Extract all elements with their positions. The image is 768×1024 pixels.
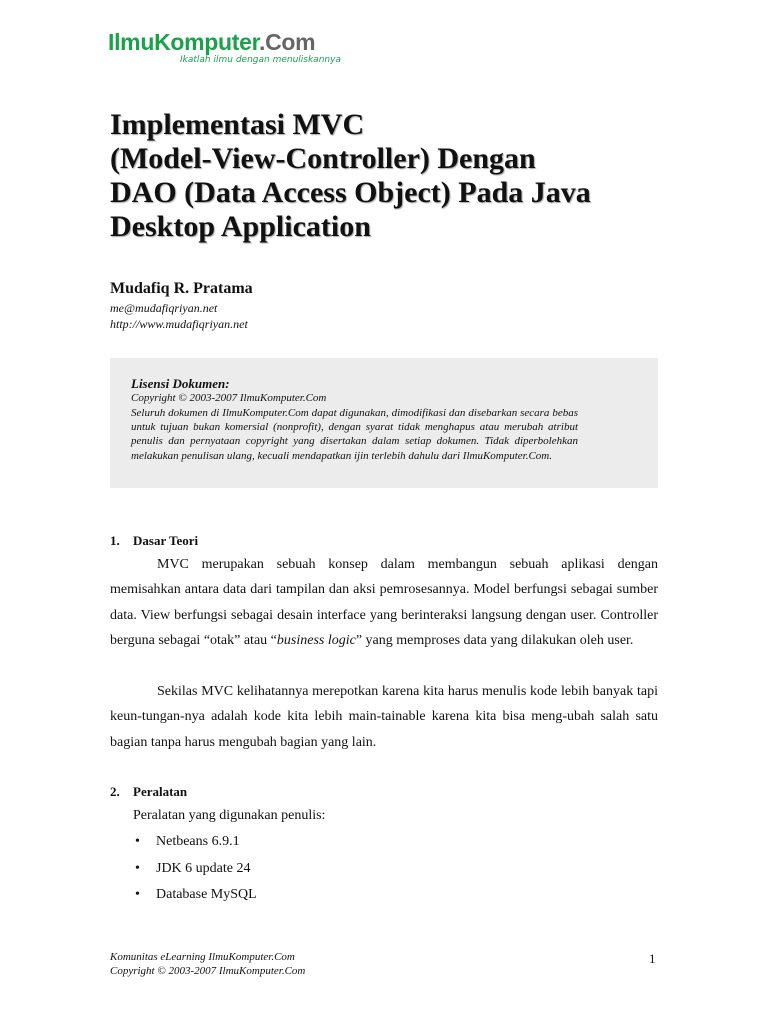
title-line: Implementasi MVC: [110, 108, 365, 141]
list-item: [133, 832, 257, 859]
section-heading-peralatan: [110, 784, 187, 800]
section-title: Peralatan: [133, 784, 188, 799]
title-line: (Model-View-Controller) Dengan: [110, 142, 536, 175]
license-copyright: Copyright © 2003-2007 IlmuKomputer.Com: [131, 392, 327, 404]
footer-copyright: Copyright © 2003-2007 IlmuKomputer.Com: [110, 965, 306, 977]
footer-community: Komunitas eLearning IlmuKomputer.Com: [110, 951, 295, 963]
author-name: Mudafiq R. Pratama: [110, 280, 253, 297]
list-item: [133, 859, 257, 886]
author-website: http://www.mudafiqriyan.net: [110, 317, 248, 331]
logo-brand-main: IlmuKomputer: [108, 29, 260, 55]
paragraph-text: MVC merupakan sebuah konsep dalam membangun sebuah aplikasi dengan memisahkan antara data dari tampilan dan aksi pemrosesannya. Model berfungsi sebagai sumber data. View berfungsi sebagai desain interface yang berinteraksi langsung dengan user. Controller berguna sebagai “otak” atau “: [110, 557, 658, 649]
logo-brand-ext: .Com: [259, 29, 316, 55]
title-line: Desktop Application: [110, 210, 371, 243]
section-number: 2.: [110, 784, 120, 799]
body-paragraph: Sekilas MVC kelihatannya merepotkan karena kita harus menulis kode lebih banyak tapi keun-tungan-nya adalah kode kita lebih main-tainable karena kita bisa meng-ubah salah satu bagian tanpa harus mengubah bagian yang lain.: [110, 684, 658, 750]
paragraph-text: ” yang memproses data yang dilakukan oleh user.: [355, 633, 634, 649]
page-number: 1: [649, 951, 656, 966]
title-line: DAO (Data Access Object) Pada Java: [110, 176, 591, 209]
list-item-text: Netbeans 6.9.1: [156, 834, 240, 849]
document-title: [110, 108, 710, 244]
bullet-icon: •: [135, 860, 140, 876]
license-title: Lisensi Dokumen:: [131, 376, 230, 391]
tools-list: [133, 832, 257, 912]
tools-intro: Peralatan yang digunakan penulis:: [133, 808, 326, 823]
list-item-text: Database MySQL: [156, 887, 257, 902]
page-footer: [110, 950, 305, 978]
license-body: Seluruh dokumen di IlmuKomputer.Com dapat digunakan, dimodifikasi dan disebarkan secara bebas untuk tujuan bukan komersial (nonprofit), dengan syarat tidak menghapus atau merubah atribut penulis dan pernyataan copyright yang disertakan dalam setiap dokumen. Tidak diperbolehkan melakukan penulisan ulang, kecuali mendapatkan ijin terlebih dahulu dari IlmuKomputer.Com.: [131, 407, 578, 462]
body-paragraph: [110, 552, 658, 654]
section-title: Dasar Teori: [133, 533, 199, 548]
license-box: [110, 358, 658, 488]
site-logo: [108, 28, 341, 65]
author-email: me@mudafiqriyan.net: [110, 301, 218, 315]
logo-tagline: Ikatlah ilmu dengan menuliskannya: [180, 55, 341, 65]
list-item-text: JDK 6 update 24: [156, 860, 251, 876]
section-heading-dasar-teori: [110, 533, 198, 549]
bullet-icon: •: [135, 887, 140, 902]
list-item: [133, 885, 257, 912]
logo-wordmark: [108, 28, 315, 56]
italic-term: business logic: [276, 633, 356, 649]
bullet-icon: •: [135, 834, 140, 849]
section-number: 1.: [110, 533, 120, 548]
